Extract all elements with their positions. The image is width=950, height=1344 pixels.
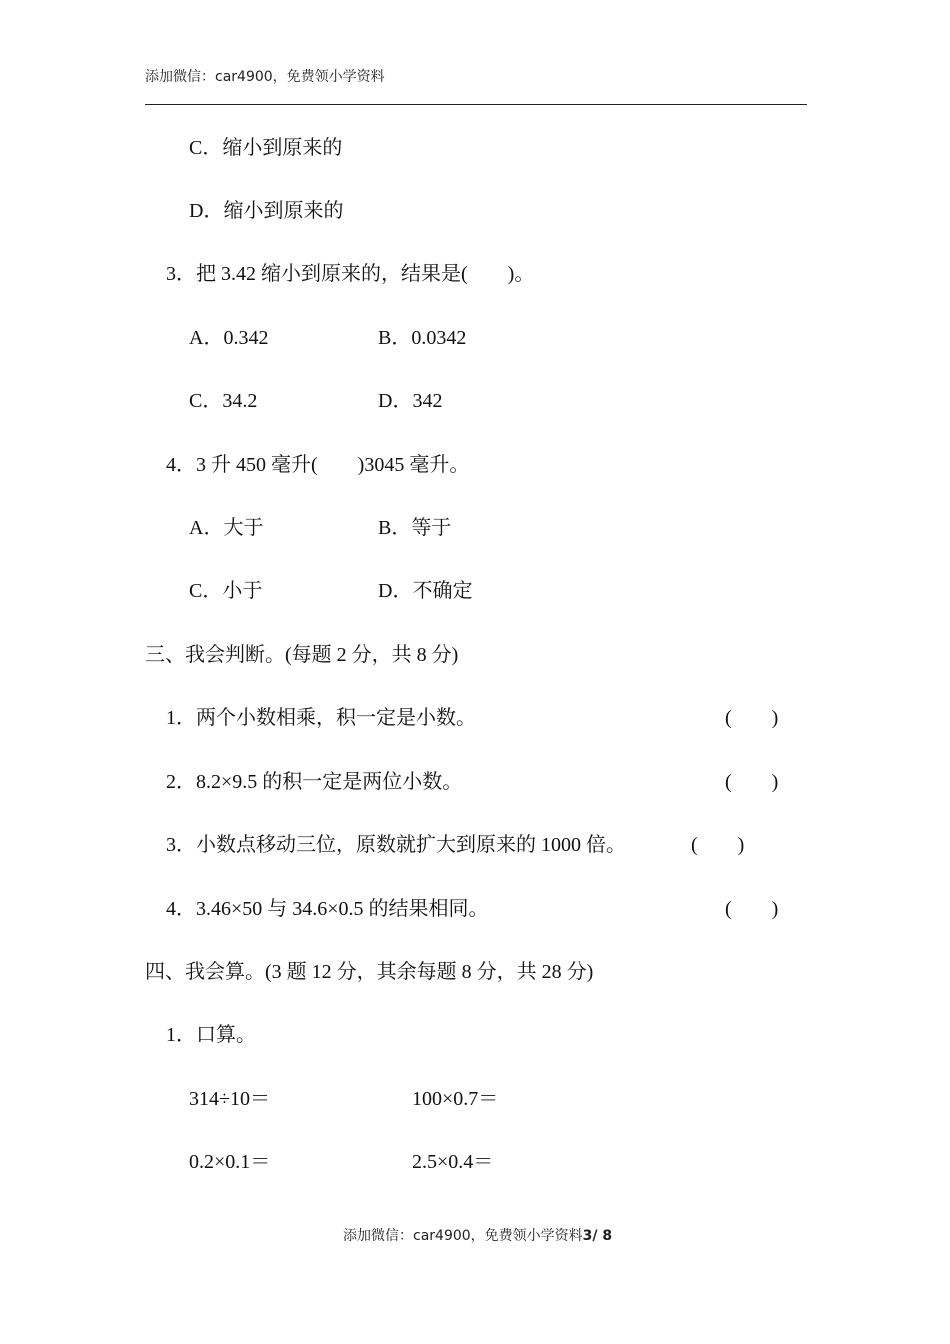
judge-item-4: 4．3.46×50 与 34.6×0.5 的结果相同。 [166, 898, 489, 920]
section4-title: 四、我会算。(3 题 12 分，其余每题 8 分，共 28 分) [145, 961, 594, 983]
page-number: 3/ 8 [582, 1228, 613, 1244]
q3-option-b: B．0.0342 [378, 327, 467, 349]
judge-item-3: 3．小数点移动三位，原数就扩大到原来的 1000 倍。 [166, 834, 626, 856]
q3-option-c: C．34.2 [189, 390, 258, 412]
q4-option-b: B．等于 [378, 517, 452, 539]
judge-answer-2[interactable]: ( ) [725, 771, 779, 793]
footer-text: 添加微信：car4900，免费领小学资料 [343, 1228, 583, 1244]
q2-option-c: C．缩小到原来的 [189, 137, 343, 159]
q3-option-d: D．342 [378, 390, 443, 412]
q3-stem: 3．把 3.42 缩小到原来的，结果是( )。 [166, 263, 535, 285]
q3-option-a: A．0.342 [189, 327, 269, 349]
header-divider [145, 104, 807, 105]
judge-item-2: 2．8.2×9.5 的积一定是两位小数。 [166, 771, 463, 793]
calc-item-1: 314÷10＝ [189, 1088, 270, 1110]
q4-option-d: D．不确定 [378, 580, 473, 602]
judge-answer-1[interactable]: ( ) [725, 707, 779, 729]
q4-option-a: A．大于 [189, 517, 264, 539]
q2-option-d: D．缩小到原来的 [189, 200, 344, 222]
oral-calc-label: 1．口算。 [166, 1024, 256, 1046]
judge-answer-3[interactable]: ( ) [691, 834, 745, 856]
section3-title: 三、我会判断。(每题 2 分，共 8 分) [145, 644, 459, 666]
page-header: 添加微信：car4900，免费领小学资料 [145, 69, 385, 85]
calc-item-2: 100×0.7＝ [412, 1088, 499, 1110]
judge-item-1: 1．两个小数相乘，积一定是小数。 [166, 707, 476, 729]
q4-option-c: C．小于 [189, 580, 263, 602]
page-footer [343, 1225, 612, 1245]
calc-item-3: 0.2×0.1＝ [189, 1151, 271, 1173]
calc-item-4: 2.5×0.4＝ [412, 1151, 494, 1173]
judge-answer-4[interactable]: ( ) [725, 898, 779, 920]
q4-stem: 4．3 升 450 毫升( )3045 毫升。 [166, 454, 470, 476]
